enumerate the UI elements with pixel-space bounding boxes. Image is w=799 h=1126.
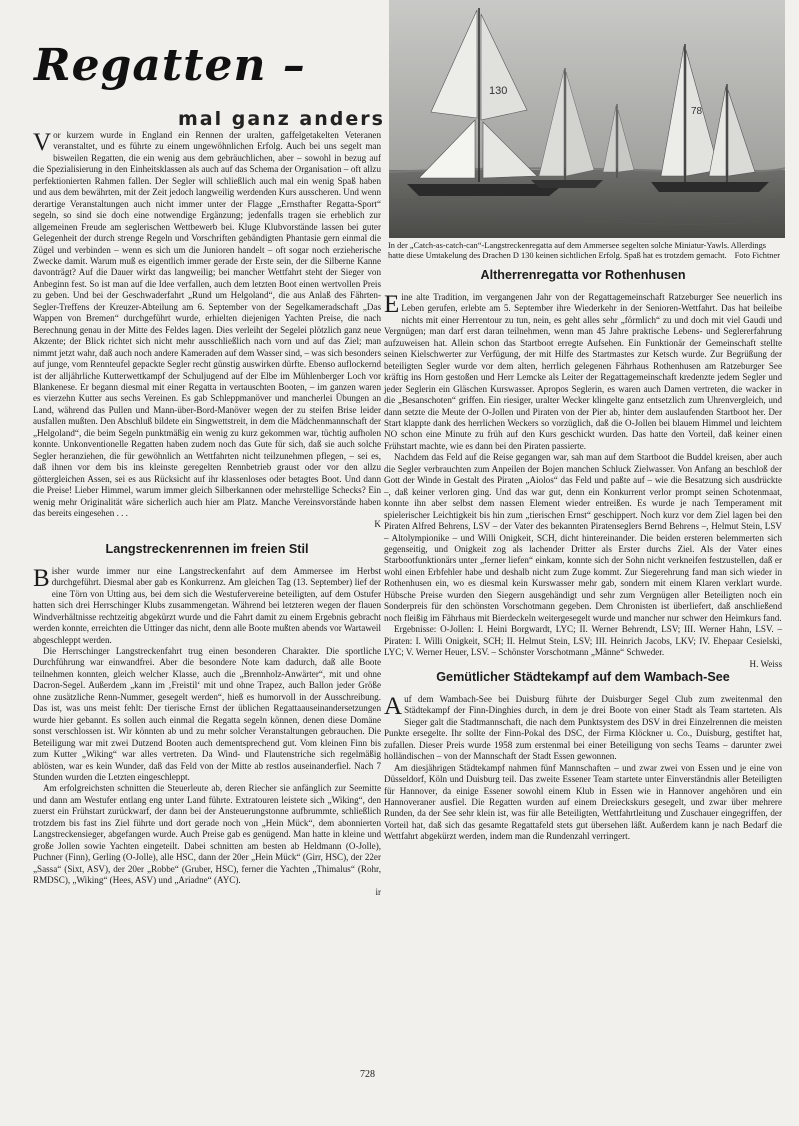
left-column xyxy=(33,130,381,898)
sail-number-130: 130 xyxy=(489,85,508,97)
staedtekampf-paragraph-2: Am diesjährigen Städtekampf nahmen fünf Mannschaften – und zwar zwei von Essen und je eine von Düsseldorf, Köln und Duisburg teil. Das zweite Essener Team startete unter Einverständnis aller Beteiligten für Hannover, da einige Essener sowohl einem Klub in Essen wie in Hannover angehören und ein Hannoveraner ausfiel. Die Regatten wurden auf einem Dreieckskurs gesegelt, und zwar über mehrere Runden, da der See sehr klein ist, was für alle Beteiligten, Wettfahrtleitung und Zuschauer eingegriffen, der Vorteil hat, daß sich das gesamte Regattafeld stets gut übersehen läßt. Außerdem kann je nach Bedarf die Wettfahrt abgekürzt werden, indem man die Rundenzahl verringert. xyxy=(384,762,782,842)
page-number: 728 xyxy=(360,1069,375,1080)
article-title: Regatten – xyxy=(34,40,306,91)
intro-signature: K xyxy=(374,519,381,530)
langstrecken-paragraph-3: Am erfolgreichsten schnitten die Steuerleute ab, deren Riecher sie anfänglich zur Seemitte und dann am Westufer entlang eng unter Land führte. Extratouren leistete sich „Wiking“, den zuerst ein Frühstart zurückwarf, der dann bei der Ansteuerungstonne aufbrummte, schließlich trotzdem bis fast ins Ziel führte und dort gerade noch von „Hein Mück“, dem abonnierten Langstreckensieger, abgefangen wurde. Auch Preise gab es genügend. Man hatte in kleine und große Jollen sowie Yachten eingeteilt. Dabei schnitten am besten ab Heldmann (O-Jolle), Puchner (Finn), Gerling (O-Jolle), alle HSC, dann der 20er „Hein Mück“ (Girr, HSC), der 22er „Sassa“ (Sixt, ASV), der 20er „Robbe“ (Gruber, HSC), ferner die Yachten „Thimalus“ (Rohr, RMDSC), „Wiking“ (Hees, ASV) und „Ariadne“ (AYC). xyxy=(33,783,381,886)
langstrecken-heading: Langstreckenrennen im freien Stil xyxy=(105,541,309,556)
staedtekampf-heading: Gemütlicher Städtekampf auf dem Wambach-See xyxy=(436,669,730,684)
langstrecken-paragraph-2: Die Herrschinger Langstreckenfahrt trug einen besonderen Charakter. Die sportliche Durchführung war einwandfrei. Aber die besondere Note kam dadurch, daß alle Boote teilnehmen konnten, gleich welcher Klasse, auch die „Brennholz-Anwärter“, mit und ohne Dacron-Segel. Außerdem „kann im ‚Freistil‘ mit und ohne Trapez, auch Ballon jeder Größe ohne zusätzliche Renn-Nummer, gesegelt werden“, hieß es humorvoll in der Ausschreibung. Das ist, was uns meist fehlt: Der tierische Ernst der üblichen Regattaauseinandersetzungen wurde hier gebannt. Es sollen auch einmal die Regatta segeln können, denen diese Domäne sonst verschlossen ist. Wir könnten ab und zu mehr solcher Veranstaltungen gebrauchen. Die Beteiligung war mit zwei Dutzend Booten auch dementsprechend gut. Vom kleinen Finn bis zum Kutter „Wiking“ war alles vertreten. Da Wind- und Flautenstriche sich regelmäßig ablösten, war es kein Wunder, daß das Feld von der Mitte ab restlos auseinanderfiel. Nach 7 Stunden wurden die Letzten eingeschleppt. xyxy=(33,646,381,783)
langstrecken-dropcap: B xyxy=(33,564,50,592)
article-subtitle: mal ganz anders xyxy=(178,108,385,130)
sail-number-78: 78 xyxy=(691,106,703,117)
intro-dropcap: V xyxy=(33,129,52,156)
caption-text: In der „Catch-as-catch-can“-Langstreckenregatta auf dem Ammersee segelten solche Miniatur-Yawls. Allerdings hatte diese Umtakelung des Drachen D 130 keinen sichtlichen Erfolg. Spaß hat es trotzdem gemacht. xyxy=(388,241,767,260)
staedtekampf-paragraph-1: Auf dem Wambach-See bei Duisburg führte der Duisburger Segel Club zum zweitenmal den Städtekampf der Finn-Dinghies durch, in dem je drei Boote von einer Stadt als Team starteten. Als Sieger galt die Stadtmannschaft, die nach dem Punktsystem des DSV in drei Einzelrennen die meisten Punkte ersegelte. Ihr sollte der Finn-Pokal des DSC, der Firma Klöckner u. Co., Duisburg, gestiftet hat, zufallen. Dieser Preis wurde 1958 zum erstenmal bei einer Beteiligung von sechs Teams – darunter zwei holländischen – von der Mannschaft der Stadt Essen gewonnen. xyxy=(384,692,782,762)
langstrecken-paragraph-1: Bisher wurde immer nur eine Langstreckenfahrt auf dem Ammersee im Herbst durchgeführt. Diesmal aber gab es Konkurrenz. Am gleichen Tag (13. September) lief der eine Törn von Utting aus, bei dem sich die Westufervereine beteiligten, auf dem Ostufer hatten sich drei Herrschinger Klubs zusammengetan. Während bei letzteren wegen der flauen Windverhältnisse rechtzeitig abgekürzt wurde und die Fahrt damit zu einem Ergebnis gebracht werden konnte, erreichten die Uttinger das nicht, denn alle Boote mußten abends vor Wartaweil abgeschleppt werden. xyxy=(33,564,381,645)
intro-section xyxy=(33,130,381,531)
langstrecken-signature: ir xyxy=(375,886,381,897)
altherren-paragraph-2: Nachdem das Feld auf die Reise gegangen war, sah man auf dem Startboot die Buddel kreisen, aber auch die Segler verbrauchten zum Anpeilen der Bojen manchen Schluck Zielwasser. Von Anfang an beschloß der Gott der Winde in Gestalt des Piraten „Aiolos“ das Feld und paßte auf – wie die Besatzung sich ausdrückte –, daß keiner verloren ging. Und das war gut, denn ein Konkurrent verlor prompt seinen Schotenmaat, konnte ihn aber selbst dem nassen Element wieder entreißen. Es wurde je nach Temperament mit spielerischer Leichtigkeit bis hin zum „tierischen Ernst“ geschippert. Noch kurz vor dem Ziel lagen bei den Piraten Alfred Behrens, LSV – der Vater des bekannten Piratenseglers Bernd Behrens –, Helmut Stein, LSV – Altolympionike – und Willi Onigkeit, SCH, dicht hintereinander. Die beiden ersteren belemmerten sich gegenseitig, und Onigkeit zog als lachender Dritter als Erster durchs Ziel. Als der Vater eines Starbootfunktionärs unter „ferner liefen“ einkam, konnte sich der Sohn nicht verkneifen festzustellen, daß er wohl einen Erbfehler habe und deshalb nicht zum Zuge kommt. Zur Siegerehrung fand man sich wieder in Rothenhusen ein, wo es diesmal kein Kurswasser mehr gab, sondern mit einem Klaren verklart wurde. Hübsche Preise wurden den Siegern ausgehändigt und sehr zum Vergnügen aller Beteiligten noch ein Sonderpreis für den schönsten Vorschotmann gegeben. Dem Chronisten ist überliefert, daß anschließend noch fleißig im Fährhaus mit Bierdeckeln weitergesegelt wurde und mancher nur schwer den Heimkurs fand. xyxy=(384,452,782,623)
right-column xyxy=(384,268,782,843)
altherren-dropcap: E xyxy=(384,291,400,318)
staedtekampf-section xyxy=(384,670,782,843)
photo-caption xyxy=(388,241,780,261)
altherren-heading: Altherrenregatta vor Rothenhusen xyxy=(480,268,686,282)
altherren-signature: H. Weiss xyxy=(749,658,782,669)
photo-credit: Foto Fichtner xyxy=(734,251,780,260)
altherren-results: Ergebnisse: O-Jollen: I. Heini Borgwardt, LYC; II. Werner Behrendt, LSV; III. Werner Hahn, LSV. – Piraten: I. Willi Onigkeit, SCH; II. Helmut Stein, LSV; III. Heinrich Jacobs, LKV; IV. Ehepaar Cesielski, LYC; V. Werner Heuer, LSV. – Schönster Vorschotmann „Männe“ Schweder. xyxy=(384,624,782,658)
staedtekampf-dropcap: A xyxy=(384,692,403,720)
intro-paragraph: Vor kurzem wurde in England ein Rennen der uralten, gaffelgetakelten Veteranen veranstaltet, und es führte zu einem ungewöhnlichen Erfolg. Auch bei uns segelt man bisweilen Regatten, die ein wenig aus dem gebräuchlichen, aber – sowohl in bezug auf die Spezialisierung in den Einheitsklassen als auch auf das Schema der Organisation – oft allzu perfektionierten Rahmen fallen. Der Segler will schließlich auch mal ein wenig Spaß haben und aus dem bewährten, mit der Zeit jedoch langweilig werdenden Kurs ausscheren. Und wenn derartige Veranstaltungen auch nicht immer unter der Flagge „Ernsthafter Regatta-Sport“ segeln, so sind sie doch eine notwendige Ergänzung; jedenfalls tragen sie erheblich zur allgemeinen Freude am seglerischen Wettbewerb bei. Kluge Klubvorstände lassen bei guter Gelegenheit der durch strenge Regeln und Vorschriften gebändigten Phantasie gern einmal die Zügel und verbinden – wenn es sich um die Junioren handelt – oft sogar noch erzieherische Zwecke damit. Warum muß es eigentlich immer gerade der Erste sein, der die Silberne Kanne davonträgt? Auf die Dauer wirkt das langweilig; bei mancher Wettfahrt steht der Sieger von Anbeginn fest. So ist man auf die Idee verfallen, auch dem letzten Boot einen wertvollen Preis zu geben. Und bei der Geschwaderfahrt „Rund um Helgoland“, die aus Anlaß des Fährten-Segler-Treffens der Kreuzer-Abteilung am 6. September von der Segelkameradschaft „Das Wappen von Bremen“ durchgeführt wurde, erhielten diejenigen Yachten Preise, die nach Berechnung genau in der Mitte des Feldes lagen. Dies verleiht der Segelei plötzlich ganz neue Akzente; der Blick richtet sich nicht mehr ausschließlich nach vorn und auf das Ziel; man nimmt jetzt wahr, daß auch noch andere Kameraden auf dem Wasser sind, – was sich besonders auf junge, vom Rennteufel gepackte Segler recht günstig auswirken dürfte. Ebenso auflockernd ist der alljährliche Kutterwettkampf der Schuljugend auf der Elbe im Mühlenberger Loch vor Blankenese. Er begann diesmal mit einer Regatta in vertauschten Booten, – im ganzen waren es vierzehn Kutter aus sechs Vereinen. Es gab Schleppmanöver und mancherlei Übungen an Land, während das Pullen und Mann-über-Bord-Manöver wegen der zu steifen Brise leider ausfallen mußten. Den Abschluß bildete ein Singwettstreit, in dem die Mädchenmannschaft der „Helgoland“, die beim Segeln punktmäßig ein wenig zu kurz gekommen war, tüchtig aufholen konnte. Unkonventionelle Regatten haben zudem noch das Gute für sich, daß sie auch solche Segler heranziehen, die für gewöhnlich an Wettfahrten nicht teilzunehmen pflegen, – sei es, daß ihnen vor dem bis ins kleinste geregelten Rennbetrieb graust oder vor den allzu göttergleichen Assen, sei es aus Rücksicht auf ihr klassenloses oder betagtes Boot. Und dann die Preise! Lieber Himmel, warum immer gleich Silberkannen oder mehrstellige Schecks? Ein wenig mehr Originalität wäre sicherlich auch hier am Platz. Manche Vereinsvorstände haben das bereits eingesehen . . . xyxy=(33,129,381,518)
altherren-paragraph-1: Eine alte Tradition, im vergangenen Jahr von der Regattagemeinschaft Ratzeburger See neuerlich ins Leben gerufen, erlebte am 5. September ihre Wiederkehr in der Senioren-Wettfahrt. Das hat beileibe nichts mit einer Herrentour zu tun, nein, es geht alles sehr „förmlich“ zu und doch mit viel Gaudi und Vergnügen; man darf erst daran teilnehmen, wenn man 45 Jahre praktische Lebens- und Seglererfahrung aufzuweisen hat. Allein schon das Startboot erregte Aufsehen. Ein Funktionär der Gemeinschaft stellte seinen Kielschwerter zur Verfügung, der mit Hilfe des Startmastes zur Ketsch wurde. Zur Begrüßung der beteiligten Segler wurde vor dem alten, herrlich gelegenen Fährhaus Rothenhusen am Ratzeburger See kräftig ins Horn gestoßen und Herr Lemcke als Leiter der Regattagemeinschaft kredenzte jedem Segler und jeder Seglerin ein Gläschen Kurswasser. Apropos Seglerin, es waren auch Damen vertreten, die wacker in die „Besanschoten“ griffen. Ein riesiger, uralter Wecker klingelte ganz entsetzlich zum Uhrenvergleich, und dann setzte die Meute der O-Jollen und Piraten von der Pier ab, hinter dem auslaufenden Startboot her. Der Start klappte dank des herrlichen Weckers so vorzüglich, daß die O-Jollen bei blauem Himmel und leichtem NO schon eine Minute zu früh auf den Kurs geschickt wurden. Das hatte den Vorteil, daß keiner einen Frühstart machte, wie es dann bei den Piraten passierte. xyxy=(384,291,782,451)
regatta-photo xyxy=(389,0,785,238)
altherren-section xyxy=(384,268,782,670)
langstrecken-section xyxy=(33,542,381,898)
